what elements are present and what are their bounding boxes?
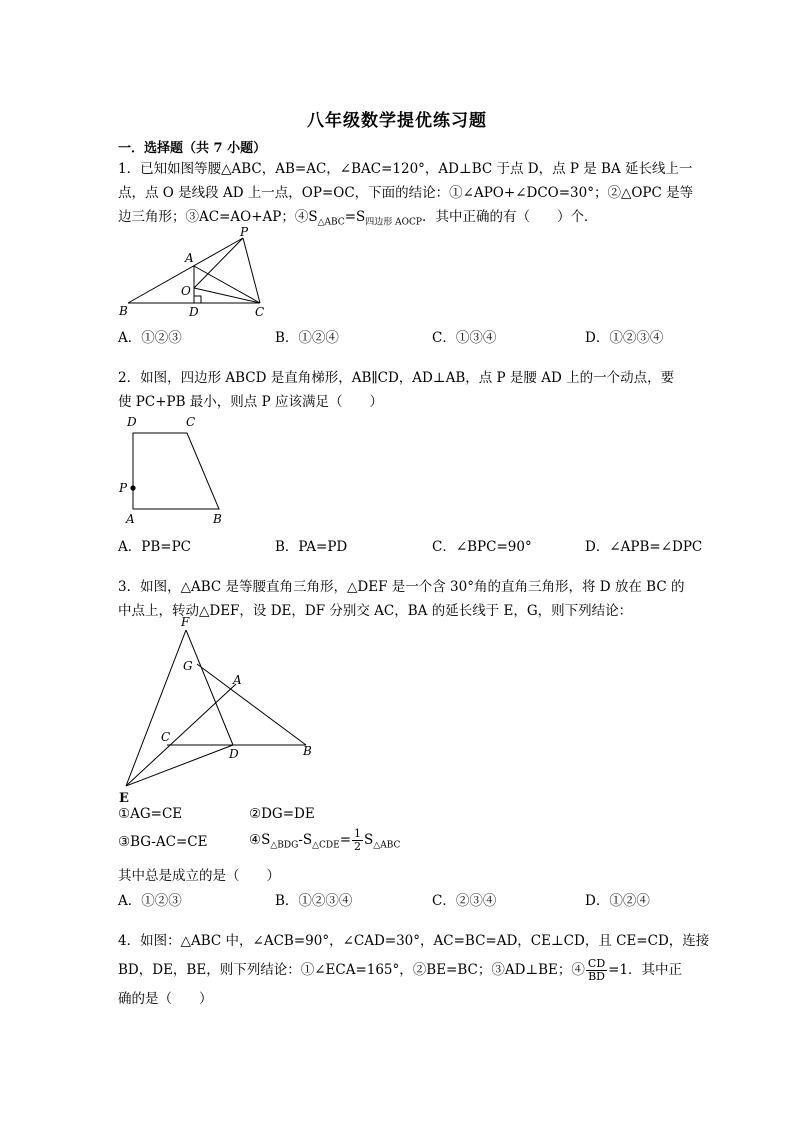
q1-label-b: B — [119, 304, 128, 318]
q3-choice-c[interactable]: C．②③④ — [432, 893, 497, 909]
q3-label-f: F — [181, 615, 190, 629]
q2-figure — [115, 413, 230, 528]
q3-label-g: G — [183, 659, 193, 673]
q1-label-c: C — [255, 305, 265, 319]
q4-line-3: 确的是（ ） — [118, 991, 213, 1007]
q2-label-a: A — [126, 512, 135, 526]
q3-option-2: ②DG=DE — [249, 806, 315, 822]
q3-line-2: 中点上，转动△DEF，设 DE，DF 分别交 AC，BA 的延长线于 E，G，则下列结论： — [118, 603, 633, 619]
q1-choice-b[interactable]: B．①②④ — [275, 330, 339, 346]
q1-line-2: 点，点 O 是线段 AD 上一点，OP=OC，下面的结论：①∠APO+∠DCO=30°；②△OPC 是等 — [118, 185, 694, 201]
q3-label-d: D — [229, 747, 239, 761]
q1-label-o: O — [181, 284, 191, 298]
q2-choice-d[interactable]: D．∠APB=∠DPC — [585, 539, 703, 555]
q3-label-a: A — [233, 673, 242, 687]
q3-question: 其中总是成立的是（ ） — [118, 868, 280, 884]
q3-option-4: $④S_{\triangle BDG}-S_{\triangle CDE}=$ $\frac{1}{2}$ $S_{\triangle ABC}$ — [249, 827, 401, 853]
page-title: 八年级数学提优练习题 — [307, 111, 487, 131]
q3-option-3: ③BG-AC=CE — [118, 834, 208, 850]
q3-label-c: C — [161, 730, 171, 744]
q1-choice-a[interactable]: A．①②③ — [118, 330, 182, 346]
q2-label-p: P — [119, 481, 128, 495]
q1-line-1: 1．已知如图等腰△ABC，AB=AC，∠BAC=120°，AD⊥BC 于点 D，点 P 是 BA 延长线上一 — [118, 161, 693, 177]
q1-line-3: 边三角形；③AC=AO+AP；$④S_{\triangle ABC}=S_{四边形 AOCP}$．其中正确的有（ ）个． — [118, 209, 598, 228]
q3-choice-b[interactable]: B．①②③④ — [275, 893, 353, 909]
q2-choice-a[interactable]: A．PB=PC — [118, 539, 191, 555]
q2-choice-b[interactable]: B．PA=PD — [275, 539, 348, 555]
q2-label-d: D — [127, 415, 137, 429]
q1-choices — [118, 326, 698, 346]
q2-choices — [118, 535, 703, 555]
q3-options — [118, 802, 698, 858]
q3-label-b: B — [303, 744, 312, 758]
q3-option-1: ①AG=CE — [118, 806, 183, 822]
question-4 — [118, 929, 710, 1011]
q3-choice-a[interactable]: A．①②③ — [118, 893, 182, 909]
q3-choices — [118, 889, 698, 909]
q1-label-a: A — [185, 251, 194, 265]
question-2 — [118, 366, 698, 414]
q2-line-2: 使 PC+PB 最小，则点 P 应该满足（ ） — [118, 394, 383, 410]
section-heading: 一．选择题（共 7 小题） — [118, 141, 267, 156]
q1-choice-d[interactable]: D．①②③④ — [585, 330, 664, 346]
q2-label-c: C — [186, 415, 196, 429]
q4-line-2: BD，DE，BE，则下列结论：①∠ECA=165°，②BE=BC；③AD⊥BE；④ $\frac{CD}{BD}$ =1．其中正 — [118, 957, 683, 983]
q3-figure — [112, 614, 322, 806]
q1-figure — [115, 225, 285, 322]
q1-label-d: D — [189, 305, 199, 319]
q4-line-1: 4．如图：△ABC 中，∠ACB=90°，∠CAD=30°，AC=BC=AD，CE⊥CD，且 CE=CD，连接 — [118, 933, 710, 949]
q1-label-p: P — [240, 225, 249, 239]
q3-choice-d[interactable]: D．①②④ — [585, 893, 650, 909]
question-1 — [118, 157, 698, 235]
q2-choice-c[interactable]: C．∠BPC=90° — [432, 539, 532, 555]
q3-line-1: 3．如图，△ABC 是等腰直角三角形，△DEF 是一个含 30°角的直角三角形，将 D 放在 BC 的 — [118, 579, 685, 595]
q2-label-b: B — [213, 512, 222, 526]
q1-choice-c[interactable]: C．①③④ — [432, 330, 497, 346]
q3-label-e: E — [119, 791, 129, 806]
q2-line-1: 2．如图，四边形 ABCD 是直角梯形，AB∥CD，AD⊥AB，点 P 是腰 AD 上的一个动点，要 — [118, 370, 675, 386]
